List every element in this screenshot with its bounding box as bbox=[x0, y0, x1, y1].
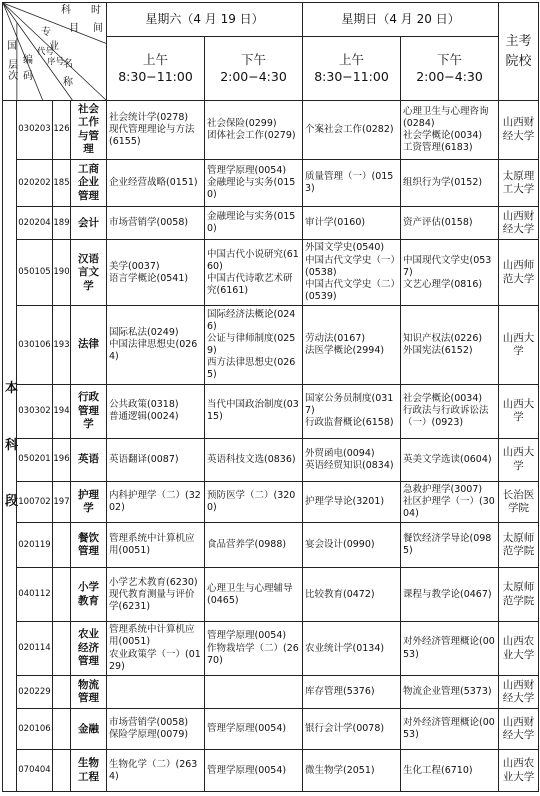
level-column bbox=[3, 101, 17, 792]
exam-cell-sat-pm bbox=[205, 709, 303, 750]
sat-am-header bbox=[107, 37, 205, 101]
course-line: 生化工程(6710) bbox=[403, 764, 473, 776]
major-code: 020202 bbox=[17, 159, 53, 207]
course-line: 保险学原理(0079) bbox=[109, 729, 189, 741]
major-seq: 196 bbox=[53, 438, 71, 481]
course-line: 英语科技文选(0836) bbox=[207, 453, 296, 465]
major-seq: 194 bbox=[53, 384, 71, 438]
course-line: 中国古代文学史（一）(0538) bbox=[305, 254, 396, 278]
course-line: 外国宪法(6152) bbox=[403, 345, 473, 357]
course-line: 法医学概论(2994) bbox=[305, 345, 385, 357]
course-line: 金融理论与实务(0150) bbox=[207, 211, 296, 235]
course-line: 现代管理理论与方法(6155) bbox=[109, 123, 195, 147]
major-name: 物流管理 bbox=[71, 676, 107, 709]
corner-label-guo: 国 bbox=[7, 41, 17, 52]
corner-label-cengci: 层次 bbox=[5, 59, 17, 81]
exam-cell-sun-pm bbox=[401, 438, 499, 481]
course-line: 市场营销学(0058) bbox=[109, 717, 189, 729]
major-seq: 193 bbox=[53, 306, 71, 385]
exam-school: 山西大学 bbox=[499, 438, 539, 481]
sat-am-label: 上午 bbox=[142, 51, 168, 67]
exam-cell-sun-pm bbox=[401, 207, 499, 240]
table-row bbox=[3, 101, 539, 160]
table-row bbox=[3, 240, 539, 306]
sat-pm-label: 下午 bbox=[241, 51, 267, 67]
major-name: 农业经济管理 bbox=[71, 622, 107, 676]
course-line: 银行会计学(0078) bbox=[305, 723, 385, 735]
exam-cell-sun-am bbox=[303, 622, 401, 676]
exam-cell-sat-am bbox=[107, 384, 205, 438]
course-line: 中国古代小说研究(6160) bbox=[207, 248, 299, 272]
major-name: 社会工作与管理 bbox=[71, 101, 107, 160]
major-seq: 185 bbox=[53, 159, 71, 207]
corner-label-daihao: 代号 bbox=[37, 47, 55, 57]
exam-school: 山西大学 bbox=[499, 306, 539, 385]
exam-cell-sat-pm bbox=[205, 676, 303, 709]
major-code: 020119 bbox=[17, 522, 53, 568]
major-code: 020106 bbox=[17, 709, 53, 750]
major-code: 040112 bbox=[17, 568, 53, 622]
corner-label-zhuan: 专 bbox=[41, 27, 51, 38]
major-name: 英语 bbox=[71, 438, 107, 481]
exam-cell-sun-am bbox=[303, 384, 401, 438]
major-name: 生物工程 bbox=[71, 750, 107, 792]
exam-cell-sat-am bbox=[107, 306, 205, 385]
course-line: 急救护理学(3007) bbox=[403, 483, 483, 495]
course-line: 食品营养学(0988) bbox=[207, 539, 287, 551]
major-code: 070404 bbox=[17, 750, 53, 792]
major-code: 020204 bbox=[17, 207, 53, 240]
school-header-label: 主考院校 bbox=[505, 34, 532, 69]
major-seq: 197 bbox=[53, 482, 71, 523]
major-code: 100702 bbox=[17, 482, 53, 523]
course-line: 心理卫生与心理咨询(0284) bbox=[403, 105, 489, 129]
exam-school: 山西财经大学 bbox=[499, 101, 539, 160]
table-row bbox=[3, 384, 539, 438]
major-code: 020114 bbox=[17, 622, 53, 676]
course-line: 国家公务员制度(0317) bbox=[305, 393, 394, 417]
major-name: 法律 bbox=[71, 306, 107, 385]
exam-cell-sun-am bbox=[303, 101, 401, 160]
major-name: 小学教育 bbox=[71, 568, 107, 622]
exam-cell-sun-pm bbox=[401, 676, 499, 709]
course-line: 社会学概论(0034) bbox=[403, 129, 483, 141]
corner-label-time: 时 bbox=[91, 5, 101, 16]
course-line: 英语翻译(0087) bbox=[109, 453, 179, 465]
course-line: 行政监督概论(6158) bbox=[305, 417, 394, 429]
major-name: 汉语言文学 bbox=[71, 240, 107, 306]
course-line: 库存管理(5376) bbox=[305, 685, 375, 697]
exam-cell-sat-pm bbox=[205, 438, 303, 481]
exam-cell-sat-pm bbox=[205, 384, 303, 438]
exam-cell-sun-pm bbox=[401, 522, 499, 568]
exam-cell-sun-am bbox=[303, 709, 401, 750]
exam-cell-sat-pm bbox=[205, 750, 303, 792]
exam-school: 长治医学院 bbox=[499, 482, 539, 523]
exam-cell-sat-am bbox=[107, 207, 205, 240]
course-line: 社区护理学（一）(3004) bbox=[403, 495, 495, 520]
course-line: 现代教育测量与评价学(6231) bbox=[109, 588, 195, 612]
exam-cell-sun-pm bbox=[401, 482, 499, 523]
major-seq: 126 bbox=[53, 101, 71, 160]
course-line: 当代中国政治制度(0315) bbox=[207, 399, 299, 423]
course-line: 对外经济管理概论(0053) bbox=[403, 717, 495, 741]
day-header-sunday: 星期日（4 月 20 日） bbox=[303, 3, 499, 37]
major-code: 050201 bbox=[17, 438, 53, 481]
course-line: 普通逻辑(0024) bbox=[109, 411, 179, 423]
major-seq bbox=[53, 568, 71, 622]
exam-cell-sun-am bbox=[303, 676, 401, 709]
major-code: 050105 bbox=[17, 240, 53, 306]
course-line: 预防医学（二）(3200) bbox=[207, 489, 296, 514]
exam-cell-sat-am bbox=[107, 159, 205, 207]
exam-schedule-table bbox=[2, 2, 539, 792]
corner-label-cheng: 称 bbox=[63, 77, 73, 88]
table-row bbox=[3, 482, 539, 523]
sat-pm-header bbox=[205, 37, 303, 101]
course-line: 行政法与行政诉讼法（一）(0923) bbox=[403, 405, 489, 429]
exam-cell-sun-pm bbox=[401, 384, 499, 438]
course-line: 美学(0037) bbox=[109, 260, 160, 272]
corner-label-subject: 科 bbox=[61, 5, 71, 16]
course-line: 社会统计学(0278) bbox=[109, 111, 189, 123]
course-line: 企业经营战略(0151) bbox=[109, 176, 198, 188]
exam-cell-sat-am bbox=[107, 101, 205, 160]
sat-pm-time: 2:00−4:30 bbox=[220, 68, 287, 84]
schedule-body bbox=[3, 101, 539, 792]
exam-cell-sun-pm bbox=[401, 240, 499, 306]
day-header-saturday: 星期六（4 月 19 日） bbox=[107, 3, 303, 37]
course-line: 文艺心理学(0816) bbox=[403, 278, 483, 290]
sat-am-time: 8:30−11:00 bbox=[118, 68, 193, 84]
course-line: 中国古代文学史（二）(0539) bbox=[305, 278, 396, 303]
course-line: 团体社会工作(0279) bbox=[207, 129, 296, 141]
major-seq: 189 bbox=[53, 207, 71, 240]
exam-cell-sat-pm bbox=[205, 240, 303, 306]
exam-school: 山西财经大学 bbox=[499, 207, 539, 240]
table-row bbox=[3, 306, 539, 385]
course-line: 内科护理学（二）(3202) bbox=[109, 489, 201, 514]
exam-cell-sat-pm bbox=[205, 622, 303, 676]
sun-am-header bbox=[303, 37, 401, 101]
exam-cell-sun-am bbox=[303, 306, 401, 385]
course-line: 农业统计学(0134) bbox=[305, 642, 385, 654]
exam-cell-sun-am bbox=[303, 207, 401, 240]
sun-pm-time: 2:00−4:30 bbox=[416, 68, 483, 84]
course-line: 管理学原理(0054) bbox=[207, 630, 287, 642]
level-label: 本 bbox=[5, 381, 19, 397]
exam-cell-sun-am bbox=[303, 482, 401, 523]
course-line: 资产评估(0158) bbox=[403, 217, 473, 229]
major-seq bbox=[53, 750, 71, 792]
exam-school: 山西财经大学 bbox=[499, 709, 539, 750]
exam-cell-sun-pm bbox=[401, 101, 499, 160]
course-line: 对外经济管理概论(0053) bbox=[403, 636, 495, 660]
course-line: 社会学概论(0034) bbox=[403, 393, 483, 405]
course-line: 知识产权法(0226) bbox=[403, 332, 483, 344]
course-line: 组织行为学(0152) bbox=[403, 176, 483, 188]
table-row bbox=[3, 750, 539, 792]
table-row bbox=[3, 622, 539, 676]
course-line: 市场营销学(0058) bbox=[109, 217, 189, 229]
course-line: 公证与律师制度(0259) bbox=[207, 332, 296, 357]
course-line: 外贸函电(0094) bbox=[305, 447, 375, 459]
course-line: 管理学原理(0054) bbox=[207, 764, 287, 776]
sun-pm-label: 下午 bbox=[437, 51, 463, 67]
sun-am-time: 8:30−11:00 bbox=[314, 68, 389, 84]
major-seq: 190 bbox=[53, 240, 71, 306]
exam-cell-sat-am bbox=[107, 482, 205, 523]
exam-cell-sat-am bbox=[107, 750, 205, 792]
exam-school: 太原师范学院 bbox=[499, 568, 539, 622]
exam-cell-sat-pm bbox=[205, 522, 303, 568]
major-name: 餐饮管理 bbox=[71, 522, 107, 568]
course-line: 中国现代文学史(0537) bbox=[403, 254, 492, 278]
level-label: 段 bbox=[5, 494, 19, 510]
major-name: 护理学 bbox=[71, 482, 107, 523]
course-line: 个案社会工作(0282) bbox=[305, 123, 394, 135]
table-row bbox=[3, 568, 539, 622]
sun-pm-header bbox=[401, 37, 499, 101]
course-line: 质量管理（一）(0153) bbox=[305, 170, 394, 194]
school-header bbox=[499, 3, 539, 101]
exam-cell-sun-pm bbox=[401, 306, 499, 385]
course-line: 管理系统中计算机应用(0051) bbox=[109, 624, 195, 648]
exam-cell-sat-am bbox=[107, 522, 205, 568]
table-row bbox=[3, 709, 539, 750]
corner-label-ming: 名 bbox=[63, 59, 73, 70]
course-line: 公共政策(0318) bbox=[109, 399, 179, 411]
corner-label-item: 目 bbox=[69, 23, 79, 34]
level-label: 科 bbox=[5, 437, 19, 453]
major-name: 行政管理学 bbox=[71, 384, 107, 438]
course-line: 护理学导论(3201) bbox=[305, 495, 385, 507]
major-seq bbox=[53, 522, 71, 568]
table-row bbox=[3, 522, 539, 568]
exam-cell-sat-am bbox=[107, 622, 205, 676]
corner-label-bian: 编 bbox=[23, 55, 33, 66]
course-line: 宴会设计(0990) bbox=[305, 539, 375, 551]
exam-cell-sun-am bbox=[303, 750, 401, 792]
major-code: 020229 bbox=[17, 676, 53, 709]
course-line: 餐饮经济学导论(0985) bbox=[403, 533, 492, 557]
course-line: 工资管理(6183) bbox=[403, 142, 473, 153]
course-line: 农业政策学（一）(0129) bbox=[109, 648, 201, 672]
sun-am-label: 上午 bbox=[339, 51, 365, 67]
exam-school: 山西大学 bbox=[499, 384, 539, 438]
course-line: 国际经济法概论(0246) bbox=[207, 308, 296, 332]
exam-cell-sun-pm bbox=[401, 750, 499, 792]
exam-cell-sun-am bbox=[303, 159, 401, 207]
exam-cell-sun-am bbox=[303, 240, 401, 306]
course-line: 中国古代诗歌艺术研究(6161) bbox=[207, 272, 293, 297]
corner-label-xuhao: 序号 bbox=[47, 57, 65, 67]
course-line: 课程与教学论(0467) bbox=[403, 588, 492, 600]
major-code: 030106 bbox=[17, 306, 53, 385]
course-line: 比较教育(0472) bbox=[305, 588, 375, 600]
table-row bbox=[3, 207, 539, 240]
course-line: 管理学原理(0054) bbox=[207, 164, 287, 176]
corner-label-between: 间 bbox=[93, 23, 103, 34]
course-line: 管理学原理(0054) bbox=[207, 723, 287, 735]
major-code: 030203 bbox=[17, 101, 53, 160]
course-line: 小学艺术教育(6230) bbox=[109, 576, 198, 588]
course-line: 社会保险(0299) bbox=[207, 117, 277, 129]
exam-school: 山西师范大学 bbox=[499, 240, 539, 306]
course-line: 作物栽培学（二）(2670) bbox=[207, 642, 299, 666]
exam-cell-sat-am bbox=[107, 568, 205, 622]
course-line: 微生物学(2051) bbox=[305, 764, 375, 776]
exam-cell-sat-am bbox=[107, 676, 205, 709]
course-line: 物流企业管理(5373) bbox=[403, 685, 492, 697]
table-row bbox=[3, 438, 539, 481]
major-seq bbox=[53, 622, 71, 676]
exam-cell-sat-pm bbox=[205, 306, 303, 385]
exam-cell-sun-pm bbox=[401, 622, 499, 676]
exam-school: 太原理工大学 bbox=[499, 159, 539, 207]
course-line: 审计学(0160) bbox=[305, 217, 366, 229]
exam-cell-sun-am bbox=[303, 568, 401, 622]
exam-cell-sat-am bbox=[107, 438, 205, 481]
major-seq bbox=[53, 676, 71, 709]
major-name: 工商企业管理 bbox=[71, 159, 107, 207]
major-seq bbox=[53, 709, 71, 750]
exam-cell-sun-pm bbox=[401, 568, 499, 622]
table-row bbox=[3, 676, 539, 709]
exam-cell-sat-pm bbox=[205, 568, 303, 622]
corner-label-ye: 业 bbox=[49, 41, 59, 52]
exam-school: 山西农业大学 bbox=[499, 622, 539, 676]
course-line: 英语经贸知识(0834) bbox=[305, 459, 394, 471]
course-line: 中国法律思想史(0264) bbox=[109, 339, 198, 363]
course-line: 管理系统中计算机应用(0051) bbox=[109, 533, 195, 557]
exam-cell-sat-pm bbox=[205, 207, 303, 240]
exam-cell-sun-am bbox=[303, 438, 401, 481]
course-line: 金融理论与实务(0150) bbox=[207, 176, 296, 201]
exam-school: 山西农业大学 bbox=[499, 750, 539, 792]
course-line: 生物化学（二）(2634) bbox=[109, 758, 198, 782]
course-line: 劳动法(0167) bbox=[305, 332, 366, 344]
table-row bbox=[3, 159, 539, 207]
course-line: 心理卫生与心理辅导(0465) bbox=[207, 582, 293, 606]
exam-cell-sun-am bbox=[303, 522, 401, 568]
exam-cell-sat-am bbox=[107, 240, 205, 306]
major-code: 030302 bbox=[17, 384, 53, 438]
exam-cell-sat-pm bbox=[205, 101, 303, 160]
course-line: 外国文学史(0540) bbox=[305, 242, 385, 254]
course-line: 国际私法(0249) bbox=[109, 326, 179, 338]
course-line: 语言学概论(0541) bbox=[109, 272, 189, 284]
corner-label-ma: 码 bbox=[23, 71, 33, 82]
major-name: 金融 bbox=[71, 709, 107, 750]
course-line: 英美文学选读(0604) bbox=[403, 453, 492, 465]
exam-school: 山西财经大学 bbox=[499, 676, 539, 709]
exam-school: 太原师范学院 bbox=[499, 522, 539, 568]
exam-cell-sat-pm bbox=[205, 159, 303, 207]
exam-cell-sat-am bbox=[107, 709, 205, 750]
exam-cell-sun-pm bbox=[401, 159, 499, 207]
exam-cell-sun-pm bbox=[401, 709, 499, 750]
corner-header bbox=[3, 3, 107, 101]
exam-cell-sat-pm bbox=[205, 482, 303, 523]
major-name: 会计 bbox=[71, 207, 107, 240]
course-line: 西方法律思想史(0265) bbox=[207, 357, 296, 381]
